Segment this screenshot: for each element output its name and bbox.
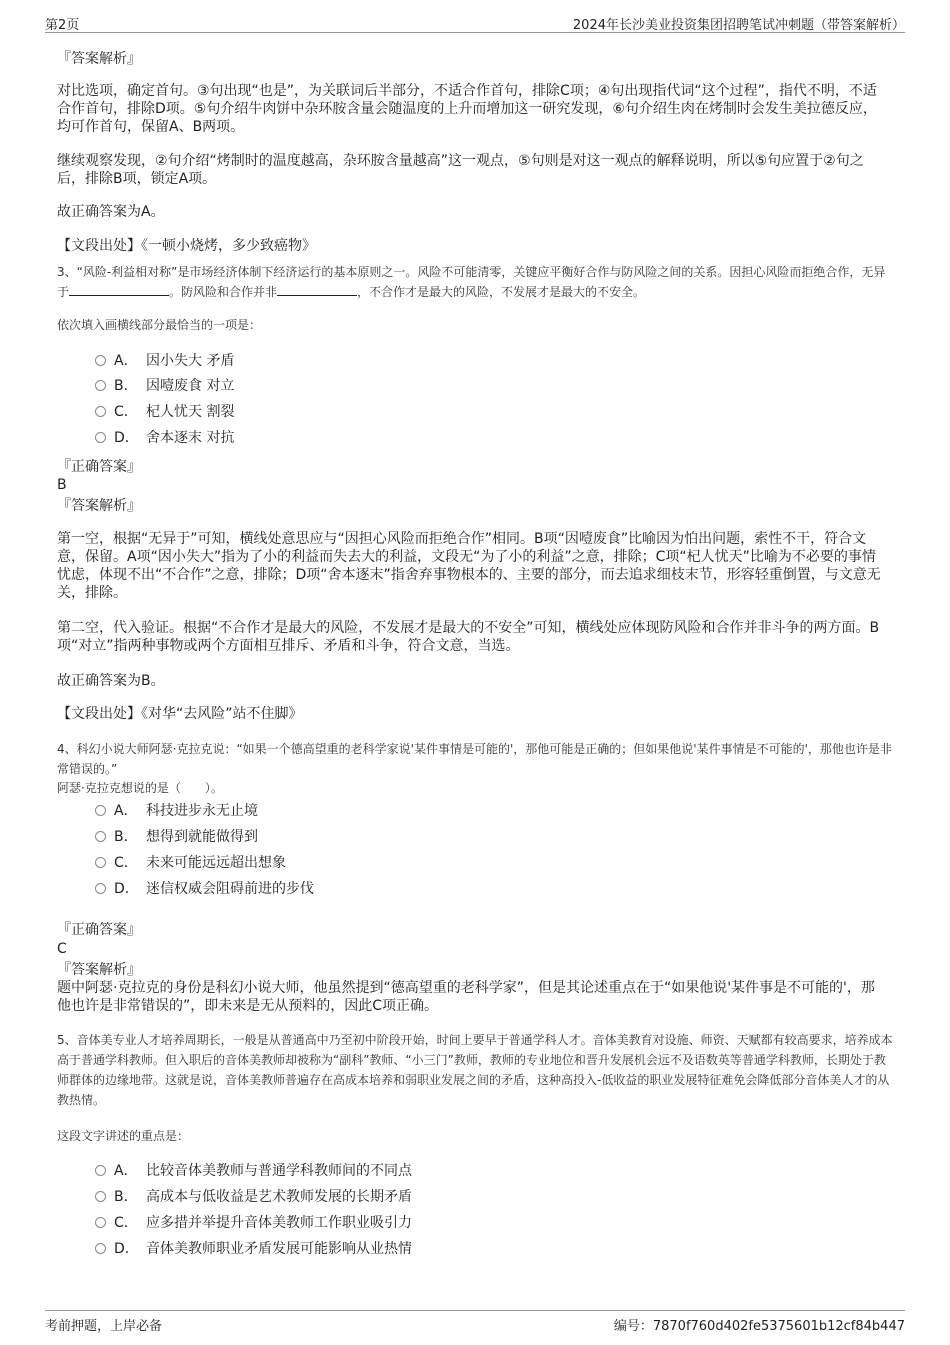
page-footer: [45, 1310, 905, 1335]
q2-analysis-p2: 继续观察发现，②句介绍“烤制时的温度越高，杂环胺含量越高”这一观点，⑤句则是对这一观点的解释说明，所以⑤句应置于②句之后，排除B项，锁定A项。: [57, 153, 864, 187]
q3-instruction: 依次填入画横线部分最恰当的一项是：: [57, 318, 262, 332]
radio-icon[interactable]: [95, 432, 106, 443]
radio-icon[interactable]: [95, 1191, 106, 1202]
q3-option-c[interactable]: [95, 403, 234, 421]
option-text: 舍本逐末 对抗: [146, 430, 235, 446]
q2-analysis-p3: 故正确答案为A。: [57, 204, 165, 220]
option-text: 因噎废食 对立: [146, 378, 235, 394]
document-id: 编号：7870f760d402fe5375601b12cf84b447: [613, 1319, 905, 1334]
q4-option-d[interactable]: [95, 880, 314, 898]
option-text: 杞人忧天 割裂: [146, 404, 235, 420]
q3-correct-label: 『正确答案』: [57, 459, 141, 475]
q5-stem: 5、音体美专业人才培养周期长，一般是从普通高中乃至初中阶段开始，时间上要早于普通学科人才。音体美教育对设施、师资、天赋都有较高要求，培养成本高于普通学科教师。但入职后的音体美教师却被称为“副科”教师、“小三门”教师，教师的专业地位和晋升发展机会远不及语数英等普通学科教师，长期处于教师群体的边缘地带。这就是说，音体美教师普遍存在高成本培养和弱职业发展之间的矛盾，这种高投入-低收益的职业发展特征难免会降低部分音体美人才的从教热情。: [57, 1033, 893, 1107]
q4-option-a[interactable]: [95, 802, 258, 820]
q3-stem-part-c: ，不合作才是最大的风险，不发展才是最大的不安全。: [357, 285, 646, 299]
q5-option-b[interactable]: [95, 1188, 412, 1206]
q3-answer: B: [57, 477, 67, 493]
q3-option-a[interactable]: [95, 352, 234, 370]
option-letter: B．: [114, 829, 138, 845]
radio-icon[interactable]: [95, 1165, 106, 1176]
page-header: [45, 12, 905, 33]
radio-icon[interactable]: [95, 406, 106, 417]
option-letter: C．: [114, 404, 138, 420]
q5-option-a[interactable]: [95, 1162, 412, 1180]
q5-instruction: 这段文字讲述的重点是：: [57, 1129, 190, 1143]
q2-analysis-p1: 对比选项，确定首句。③句出现“也是”，为关联词后半部分，不适合作首句，排除C项；④句出现指代词“这个过程”，指代不明，不适合作首句，排除D项。⑤句介绍牛肉饼中杂环胺含量会随温度的上升而增加这一研究发现，⑥句介绍生肉在烤制时会发生美拉德反应，均可作首句，保留A、B两项。: [57, 83, 877, 135]
option-text: 未来可能远远超出想象: [146, 855, 286, 871]
q4-option-b[interactable]: [95, 828, 258, 846]
radio-icon[interactable]: [95, 380, 106, 391]
q3-analysis-label: 『答案解析』: [57, 498, 141, 514]
q4-stem-question: 阿瑟·克拉克想说的是（ ）。: [57, 781, 223, 795]
page-number: 第2页: [45, 18, 80, 33]
document-title: 2024年长沙美业投资集团招聘笔试冲刺题（带答案解析）: [572, 18, 905, 33]
q5-option-c[interactable]: [95, 1214, 412, 1232]
q3-source: 【文段出处】《对华“去风险”站不住脚》: [57, 706, 303, 722]
option-letter: A．: [114, 353, 138, 369]
q3-analysis-p1: 第一空，根据“无异于”可知，横线处意思应与“因担心风险而拒绝合作”相同。B项“因噎废食”比喻因为怕出问题，索性不干，符合文意，保留。A项“因小失大”指为了小的利益而失去大的利益，文段无“为了小的利益”之意，排除；C项“杞人忧天”比喻为不必要的事情忧虑，体现不出“不合作”之意，排除；D项“舍本逐末”指舍弃事物根本的、主要的部分，而去追求细枝末节，形容轻重倒置，与文意无关，排除。: [57, 531, 881, 601]
q3-stem-part-a: 3、“风险-利益相对称”是市场经济体制下经济运行的基本原则之一。风险不可能清零，关键应平衡好合作与防风险之间的关系。因担心风险而拒绝合作，无异于: [57, 265, 886, 299]
option-letter: A．: [114, 803, 138, 819]
q5-option-d[interactable]: [95, 1240, 412, 1258]
option-text: 想得到就能做得到: [146, 829, 258, 845]
option-letter: C．: [114, 1215, 138, 1231]
q4-stem: 4、科幻小说大师阿瑟·克拉克说：“如果一个德高望重的老科学家说'某件事情是可能的'，那他可能是正确的；但如果他说'某件事情是不可能的'，那他也许是非常错误的。”: [57, 742, 892, 776]
option-text: 因小失大 矛盾: [146, 353, 235, 369]
q3-analysis-p2: 第二空，代入验证。根据“不合作才是最大的风险，不发展才是最大的不安全”可知，横线处应体现防风险和合作并非斗争的两方面。B项“对立”指两种事物或两个方面相互排斥、矛盾和斗争，符合文意，当选。: [57, 620, 880, 654]
q4-option-c[interactable]: [95, 854, 286, 872]
option-text: 应多措并举提升音体美教师工作职业吸引力: [146, 1215, 412, 1231]
option-letter: A．: [114, 1163, 138, 1179]
radio-icon[interactable]: [95, 805, 106, 816]
option-text: 迷信权威会阻碍前进的步伐: [146, 881, 314, 897]
radio-icon[interactable]: [95, 1243, 106, 1254]
option-text: 比较音体美教师与普通学科教师间的不同点: [146, 1163, 412, 1179]
radio-icon[interactable]: [95, 1217, 106, 1228]
radio-icon[interactable]: [95, 883, 106, 894]
q4-answer: C: [57, 941, 67, 957]
option-text: 音体美教师职业矛盾发展可能影响从业热情: [146, 1241, 412, 1257]
q3-blank-1: [69, 283, 169, 296]
option-letter: D．: [114, 881, 139, 897]
q2-analysis-label: 『答案解析』: [57, 51, 141, 67]
radio-icon[interactable]: [95, 857, 106, 868]
q3-stem-part-b: 。防风险和合作并非: [169, 285, 278, 299]
q3-blank-2: [277, 283, 357, 296]
q3-option-b[interactable]: [95, 377, 234, 395]
q4-correct-label: 『正确答案』: [57, 922, 141, 938]
q4-analysis-label: 『答案解析』: [57, 962, 141, 978]
q2-source: 【文段出处】《一顿小烧烤，多少致癌物》: [57, 238, 316, 254]
q4-analysis: 题中阿瑟·克拉克的身份是科幻小说大师，他虽然提到“德高望重的老科学家”，但是其论述重点在于“如果他说'某件事是不可能的'，那他也许是非常错误的”，即未来是无从预料的，因此C项正确。: [57, 980, 875, 1014]
option-letter: D．: [114, 1241, 139, 1257]
q3-stem: [57, 262, 897, 302]
radio-icon[interactable]: [95, 355, 106, 366]
option-letter: B．: [114, 378, 138, 394]
option-text: 高成本与低收益是艺术教师发展的长期矛盾: [146, 1189, 412, 1205]
q3-analysis-p3: 故正确答案为B。: [57, 673, 165, 689]
radio-icon[interactable]: [95, 831, 106, 842]
option-letter: B．: [114, 1189, 138, 1205]
footer-slogan: 考前押题，上岸必备: [45, 1319, 163, 1334]
option-text: 科技进步永无止境: [146, 803, 258, 819]
q3-option-d[interactable]: [95, 429, 234, 447]
option-letter: C．: [114, 855, 138, 871]
option-letter: D．: [114, 430, 139, 446]
